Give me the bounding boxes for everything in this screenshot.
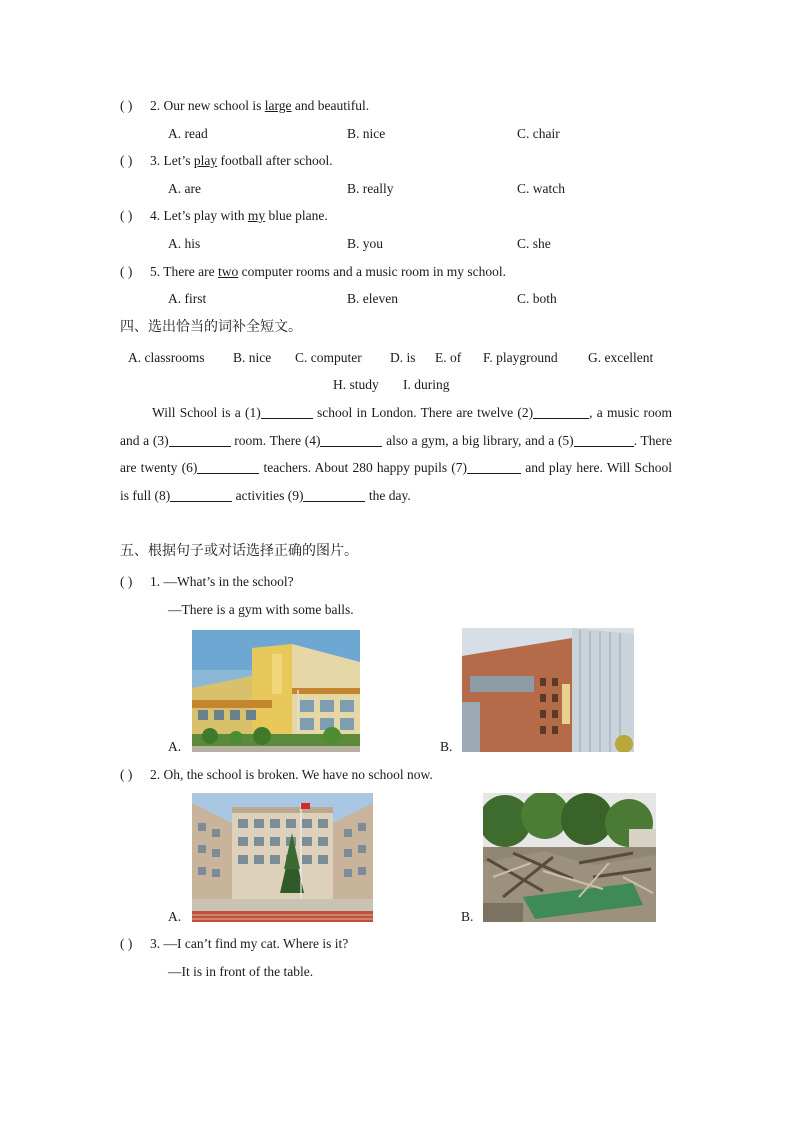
word-option: F. playground — [483, 350, 558, 365]
option-b: B. nice — [347, 126, 386, 141]
passage-text: room. There (4) — [230, 432, 321, 448]
option-c: C. both — [517, 291, 557, 306]
dialogue-line: Oh, the school is broken. We have no school now. — [163, 767, 433, 782]
cloze-passage — [120, 399, 672, 509]
question-text-end: computer rooms and a music room in my school. — [238, 264, 506, 279]
passage-text: Will School is a (1) — [152, 405, 261, 420]
dialogue-line: —I can’t find my cat. Where is it? — [163, 936, 349, 951]
question-number: 5. — [150, 264, 161, 279]
question-3-3 — [120, 152, 333, 170]
dialogue-line: —What’s in the school? — [163, 574, 294, 589]
question-3-4 — [120, 207, 328, 225]
question-text: There are — [163, 264, 218, 279]
word-option: B. nice — [233, 350, 272, 365]
underlined-word: large — [264, 98, 292, 113]
question-3-2 — [120, 97, 369, 115]
blank-6[interactable] — [197, 459, 259, 474]
option-a: A. first — [168, 291, 207, 306]
blank-7[interactable] — [467, 459, 521, 474]
answer-paren[interactable]: ( ) — [120, 264, 133, 279]
word-option: H. study — [333, 377, 379, 392]
blank-4[interactable] — [320, 432, 382, 447]
picture-label-a: A. — [168, 909, 182, 924]
blank-2[interactable] — [533, 404, 589, 419]
question-number: 3. — [150, 153, 161, 168]
passage-text: , a music room and a (3) — [120, 405, 672, 448]
word-option: A. classrooms — [128, 350, 205, 365]
picture-label-b: B. — [440, 739, 453, 754]
option-a: A. are — [168, 181, 201, 196]
word-option: I. during — [403, 377, 450, 392]
option-c: C. chair — [517, 126, 560, 141]
question-5-1 — [120, 573, 294, 591]
question-5-3 — [120, 935, 348, 953]
word-option: E. of — [435, 350, 462, 365]
blank-5[interactable] — [574, 432, 634, 447]
answer-paren[interactable]: ( ) — [120, 767, 133, 782]
passage-text: teachers. About 280 happy pupils (7) — [259, 460, 468, 476]
collapsed-school-photo[interactable] — [483, 793, 656, 922]
passage-text: the day. — [365, 487, 411, 503]
passage-text: and play here. Will School is full (8) — [120, 460, 672, 503]
question-number: 1. — [150, 574, 161, 589]
question-text-end: and beautiful. — [291, 98, 370, 113]
picture-label-b: B. — [461, 909, 474, 924]
option-a: A. read — [168, 126, 208, 141]
blank-8[interactable] — [170, 487, 232, 502]
question-number: 2. — [150, 767, 161, 782]
passage-text: . There are twenty (6) — [120, 432, 672, 476]
option-b: B. eleven — [347, 291, 398, 306]
blank-3[interactable] — [169, 432, 231, 447]
passage-text: school in London. There are twelve (2) — [312, 405, 534, 420]
question-text: Let’s play with — [163, 208, 248, 223]
section-4-heading: 四、选出恰当的词补全短文。 — [120, 319, 302, 335]
answer-paren[interactable]: ( ) — [120, 153, 133, 168]
underlined-word: my — [247, 208, 266, 223]
underlined-word: play — [193, 153, 218, 168]
answer-paren[interactable]: ( ) — [120, 574, 133, 589]
passage-text: also a gym, a big library, and a (5) — [382, 432, 574, 448]
question-text-end: football after school. — [217, 153, 333, 168]
school-building-photo[interactable] — [192, 793, 373, 922]
library-building-photo[interactable] — [462, 628, 634, 752]
picture-label-a: A. — [168, 739, 182, 754]
passage-text: activities (9) — [232, 487, 304, 503]
answer-paren[interactable]: ( ) — [120, 208, 133, 223]
blank-9[interactable] — [303, 487, 365, 502]
dialogue-line: —It is in front of the table. — [168, 964, 314, 979]
option-b: B. you — [347, 236, 384, 251]
underlined-word: two — [217, 264, 239, 279]
question-number: 4. — [150, 208, 161, 223]
word-option: C. computer — [295, 350, 362, 365]
answer-paren[interactable]: ( ) — [120, 936, 133, 951]
question-text: Let’s — [163, 153, 194, 168]
question-text-end: blue plane. — [265, 208, 328, 223]
question-number: 2. — [150, 98, 161, 113]
word-option: D. is — [390, 350, 416, 365]
word-option: G. excellent — [588, 350, 654, 365]
dialogue-line: —There is a gym with some balls. — [168, 602, 354, 617]
option-a: A. his — [168, 236, 201, 251]
answer-paren[interactable]: ( ) — [120, 98, 133, 113]
gym-building-photo[interactable] — [192, 630, 360, 752]
question-text: Our new school is — [163, 98, 265, 113]
question-5-2 — [120, 766, 433, 784]
question-number: 3. — [150, 936, 161, 951]
option-c: C. watch — [517, 181, 565, 196]
option-c: C. she — [517, 236, 551, 251]
section-5-heading: 五、根据句子或对话选择正确的图片。 — [120, 543, 358, 559]
question-3-5 — [120, 263, 506, 281]
option-b: B. really — [347, 181, 394, 196]
blank-1[interactable] — [261, 404, 313, 419]
